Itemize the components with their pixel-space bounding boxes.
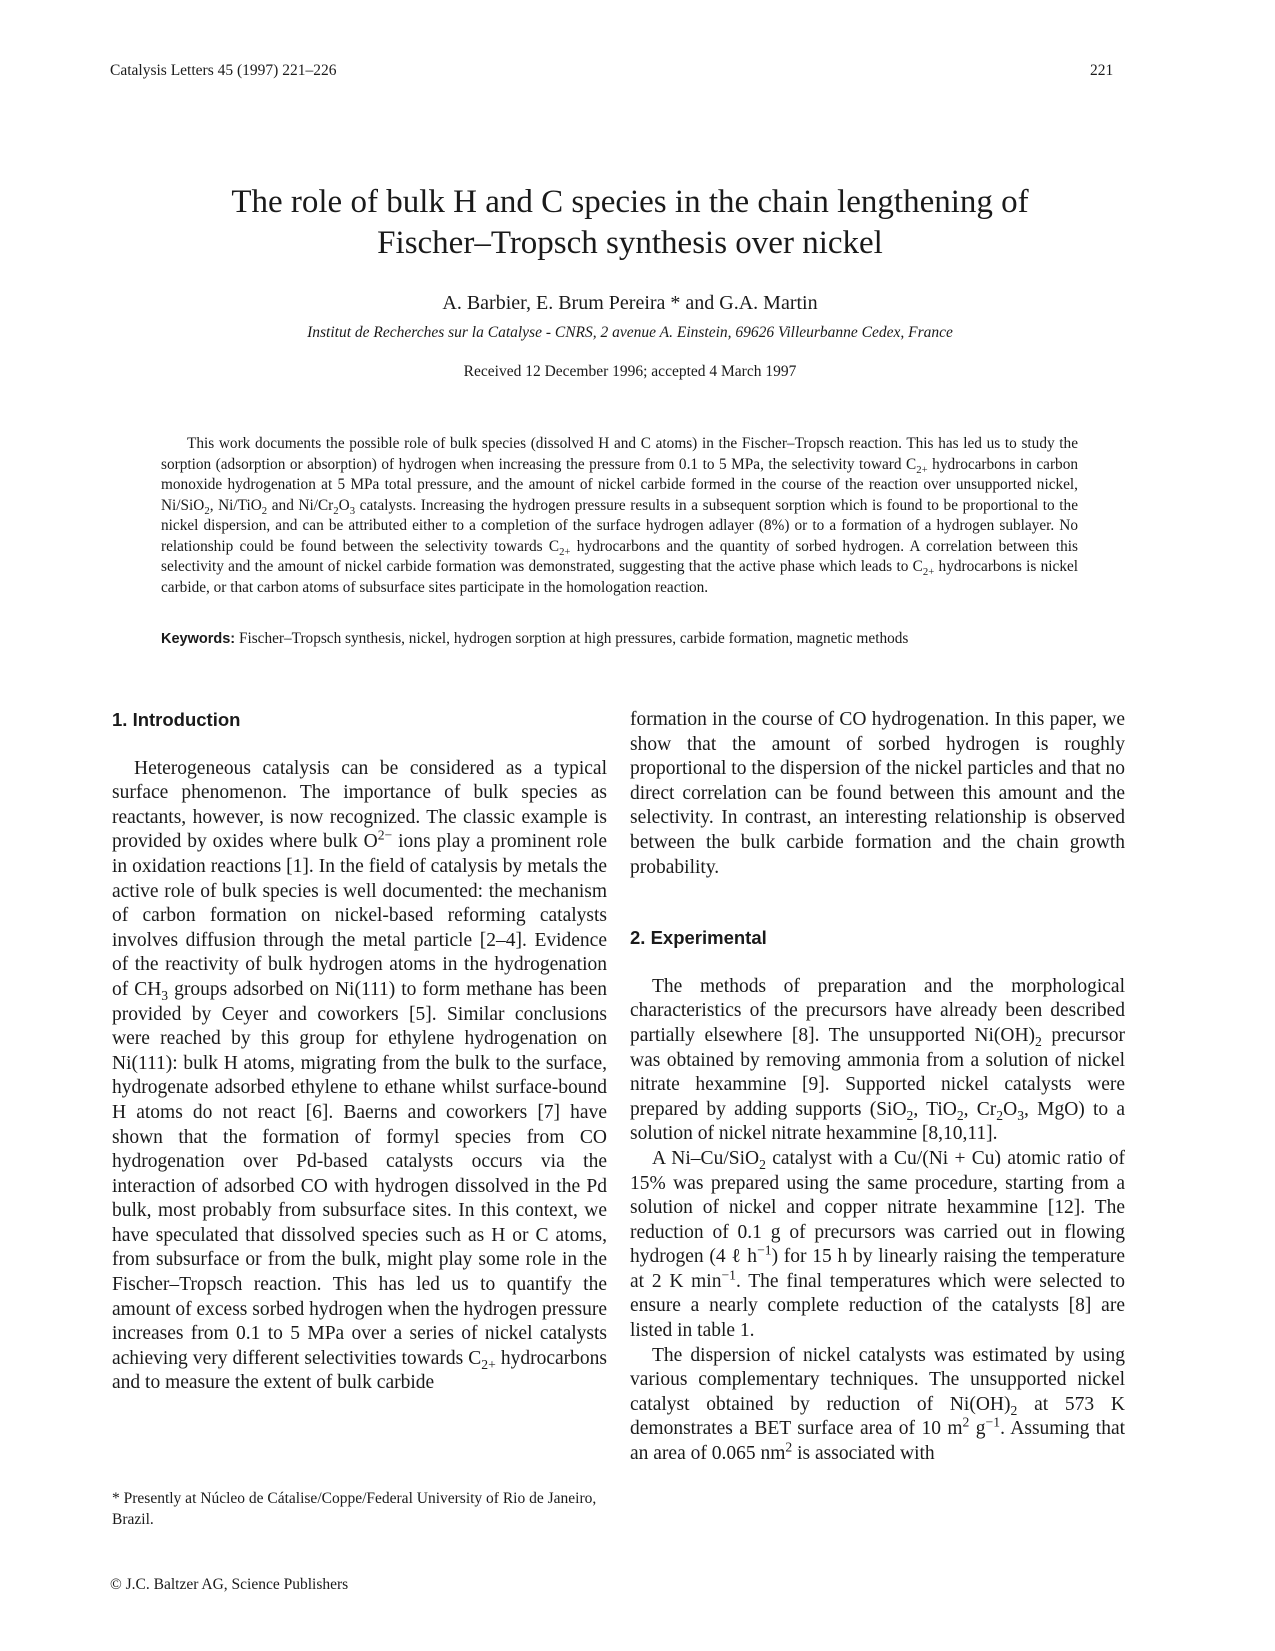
- keywords-text: Fischer–Tropsch synthesis, nickel, hydrogen sorption at high pressures, carbide formation, magnetic methods: [235, 630, 909, 647]
- keywords-label: Keywords:: [161, 631, 236, 647]
- keywords: [161, 630, 1078, 648]
- experimental-paragraph-2: A Ni–Cu/SiO$_2$ catalyst with a Cu/(Ni + Cu) atomic ratio of 15% was prepared using the same procedure, starting from a solution of nickel and copper nitrate hexammine [12]. The reduction of 0.1 g of precursors was carried out in flowing hydrogen (4 ℓ $h^{-1}$) for 15 h by linearly raising the temperature at 2 K $\min^{-1}$. The final temperatures which were selected to ensure a nearly complete reduction of the catalysts [8] are listed in table 1.: [630, 1147, 1126, 1342]
- section-heading-introduction: 1. Introduction: [112, 709, 241, 730]
- paper-title: [100, 182, 1160, 264]
- title-line-2: Fischer–Tropsch synthesis over nickel: [377, 225, 883, 261]
- left-column: [112, 708, 607, 1396]
- introduction-continuation: formation in the course of CO hydrogenation. In this paper, we show that the amount of sorbed hydrogen is roughly proportional to the dispersion of the nickel particles and that no direct correlation can be found between this amount and the selectivity. In contrast, an interesting relationship is observed between the bulk carbide formation and the chain growth probability.: [630, 709, 1125, 878]
- section-heading-experimental: 2. Experimental: [630, 927, 767, 949]
- right-column: [630, 708, 1125, 1467]
- title-line-1: The role of bulk H and C species in the chain lengthening of: [231, 184, 1029, 220]
- abstract: This work documents the possible role of bulk species (dissolved H and C atoms) in the Fischer–Tropsch reaction. This has led us to study the sorption (adsorption or absorption) of hydrogen when increasing the pressure from 0.1 to 5 MPa, the selectivity toward $C_{2+}$ hydrocarbons in carbon monoxide hydrogenation at 5 MPa total pressure, and the amount of nickel carbide formed in the course of the reaction over unsupported nickel, Ni/SiO$_2$, Ni/TiO$_2$ and $Ni/Cr_2O_3$ catalysts. Increasing the hydrogen pressure results in a subsequent sorption which is found to be proportional to the nickel dispersion, and can be attributed either to a completion of the surface hydrogen adlayer (8%) or to a formation of a hydrogen sublayer. No relationship could be found between the selectivity towards $C_{2+}$ hydrocarbons and the quantity of sorbed hydrogen. A correlation between this selectivity and the amount of nickel carbide formation was demonstrated, suggesting that the active phase which leads to $C_{2+}$ hydrocarbons is nickel carbide, or that carbon atoms of subsurface sites participate in the homologation reaction.: [161, 435, 1079, 596]
- authors: A. Barbier, E. Brum Pereira * and G.A. Martin: [442, 292, 818, 314]
- experimental-paragraph-1: The methods of preparation and the morphological characteristics of the precursors have already been described partially elsewhere [8]. The unsupported $Ni(OH)_2$ precursor was obtained by removing ammonia from a solution of nickel nitrate hexammine [9]. Supported nickel catalysts were prepared by adding supports (SiO$_2$, TiO$_2$, $Cr_2O_3$, MgO) to a solution of nickel nitrate hexammine [8,10,11].: [630, 975, 1126, 1145]
- publisher-copyright: © J.C. Baltzer AG, Science Publishers: [110, 1576, 349, 1593]
- journal-citation: Catalysis Letters 45 (1997) 221–226: [110, 62, 337, 79]
- footnote: * Presently at Núcleo de Cátalise/Coppe/Federal University of Rio de Janeiro, Brazil.: [112, 1490, 597, 1528]
- experimental-paragraph-3: The dispersion of nickel catalysts was estimated by using various complementary techniques. The unsupported nickel catalyst obtained by reduction of $Ni(OH)_2$ at 573 K demonstrates a BET surface area of 10 $m^2$ $g^{-1}$. Assuming that an area of 0.065 $nm^2$ is associated with: [630, 1344, 1126, 1465]
- received-date: Received 12 December 1996; accepted 4 March 1997: [463, 363, 797, 380]
- introduction-paragraph: Heterogeneous catalysis can be considered as a typical surface phenomenon. The importance of bulk species as reactants, however, is now recognized. The classic example is provided by oxides where bulk $O^{2-}$ ions play a prominent role in oxidation reactions [1]. In the field of catalysis by metals the active role of bulk species is well documented: the mechanism of carbon formation on nickel-based reforming catalysts involves diffusion through the metal particle [2–4]. Evidence of the reactivity of bulk hydrogen atoms in the hydrogenation of $CH_3$ groups adsorbed on Ni(111) to form methane has been provided by Ceyer and coworkers [5]. Similar conclusions were reached by this group for ethylene hydrogenation on Ni(111): bulk H atoms, migrating from the bulk to the surface, hydrogenate adsorbed ethylene to ethane whilst surface-bound H atoms do not react [6]. Baerns and coworkers [7] have shown that the formation of formyl species from CO hydrogenation over Pd-based catalysts occurs via the interaction of adsorbed CO with hydrogen dissolved in the Pd bulk, most probably from subsurface sites. In this context, we have speculated that dissolved species such as H or C atoms, from subsurface or from the bulk, might play some role in the Fischer–Tropsch reaction. This has led us to quantify the amount of excess sorbed hydrogen when the hydrogen pressure increases from 0.1 to 5 MPa over a series of nickel catalysts achieving very different selectivities towards $C_{2+}$ hydrocarbons and to measure the extent of bulk carbide: [112, 757, 607, 1394]
- page-number: 221: [1090, 62, 1114, 79]
- affiliation: Institut de Recherches sur la Catalyse - CNRS, 2 avenue A. Einstein, 69626 Villeurbanne Cedex, France: [307, 324, 953, 341]
